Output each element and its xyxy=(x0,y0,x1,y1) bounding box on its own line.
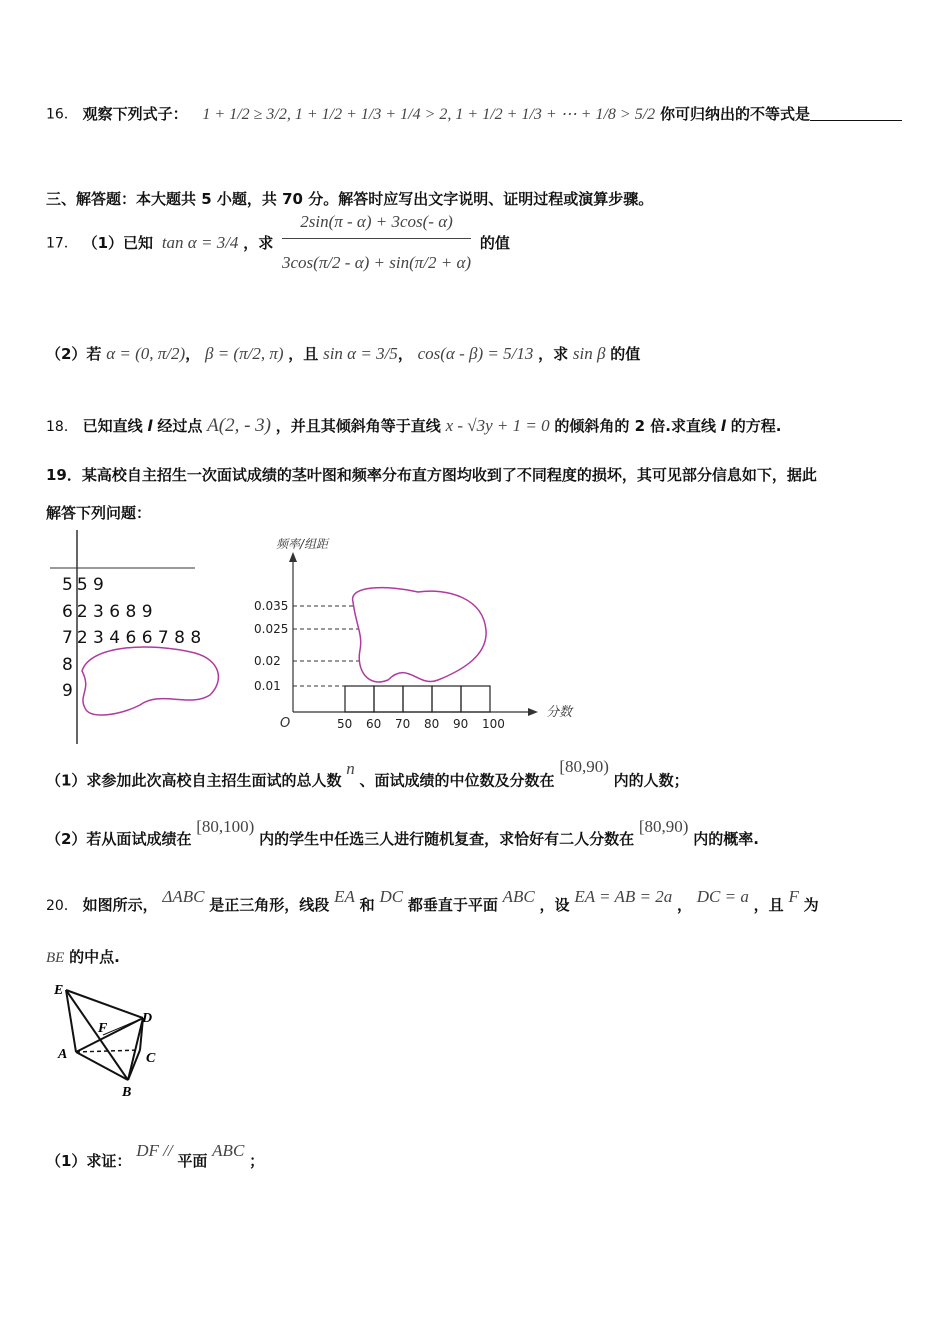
hist-bar xyxy=(432,686,461,712)
q17-p1-fraction xyxy=(282,212,471,273)
hist-ylabel: 频率/组距 xyxy=(276,537,329,551)
q17-p1-denominator: 3cos(π/2 - α) + sin(π/2 + α) xyxy=(282,253,472,272)
q18-line: x - √3y + 1 = 0 xyxy=(445,416,550,435)
q19-p2-text-a: （2）若从面试成绩在 xyxy=(46,830,192,848)
damage-blob xyxy=(353,588,487,682)
q20-p1-end: ； xyxy=(249,1152,265,1170)
q18-number: 18． xyxy=(46,419,78,435)
q18-t4: 的倾斜角的 2 倍.求直线 xyxy=(554,417,716,435)
q20-f: F xyxy=(788,887,799,906)
q20-eq1: EA = AB = 2a xyxy=(574,887,673,906)
q16-tail: 你可归纳出的不等式是 xyxy=(659,105,810,123)
section-header: 三、解答题：本大题共 5 小题，共 70 分。解答时应写出文字说明、证明过程或演算步骤。 xyxy=(46,190,654,208)
stem-row: 5 5 9 xyxy=(62,575,104,595)
q19-p2-interval1: [80,100) xyxy=(196,817,255,836)
q20-abc: ABC xyxy=(502,887,535,906)
q17-p2-and: ，且 xyxy=(288,345,319,363)
q20-triangle: ΔABC xyxy=(162,887,205,906)
q19-p1-n: n xyxy=(346,759,355,778)
q20-p1-text-a: （1）求证： xyxy=(46,1152,132,1170)
q20-comma: ， xyxy=(676,896,692,914)
q19-line2: 解答下列问题： xyxy=(46,504,152,522)
q20-dc: DC xyxy=(379,887,404,906)
label-d: D xyxy=(142,1011,153,1026)
hist-bar xyxy=(461,686,490,712)
q18-t3: ，并且其倾斜角等于直线 xyxy=(275,417,441,435)
x-tick-label: 60 xyxy=(366,717,382,731)
q20-part1 xyxy=(46,1141,265,1171)
q19-p1-text-a: （1）求参加此次高校自主招生面试的总人数 xyxy=(46,771,342,790)
label-b: B xyxy=(122,1085,132,1100)
q18-l1: l xyxy=(147,417,153,435)
q17-p2-lead: （2）若 xyxy=(46,345,102,363)
y-axis-arrow-icon xyxy=(289,552,297,562)
x-tick-label: 100 xyxy=(482,717,505,731)
q16-expression: 1 + 1/2 ≥ 3/2, 1 + 1/2 + 1/3 + 1/4 > 2, 1 + 1/2 + 1/3 + ⋯ + 1/8 > 5/2 xyxy=(202,105,656,123)
answer-blank xyxy=(810,106,902,121)
q17-part2: （2）若 α = (0, π/2)， β = (π/2, π) ，且 sin α = 3/5， cos(α - β) = 5/13 ，求 sin β 的值 xyxy=(46,344,641,363)
q17-p1-ask: ，求 xyxy=(243,234,274,252)
q17-p1-lead: （1）已知 xyxy=(82,234,154,252)
label-f: F xyxy=(98,1021,108,1036)
q19-p1-text-c: 内的人数； xyxy=(613,771,689,790)
stem-row: 8 xyxy=(62,654,73,675)
q19-p2-text-c: 内的概率. xyxy=(693,830,759,848)
hist-origin: O xyxy=(280,716,291,731)
q17-p2-sin: sin α = 3/5 xyxy=(323,344,398,363)
q20-line2 xyxy=(46,946,120,967)
q20-t3: 都垂直于平面 xyxy=(407,896,498,914)
q17-p1-given: tan α = 3/4 xyxy=(161,232,239,252)
x-tick-label: 50 xyxy=(337,717,353,731)
q16-lead: 观察下列式子： xyxy=(82,105,188,123)
stem-row: 9 xyxy=(62,681,73,701)
hist-bar xyxy=(374,686,403,712)
q20-t1: 如图所示， xyxy=(82,896,158,914)
q17-p2-tail: 的值 xyxy=(610,345,641,363)
q18 xyxy=(46,415,781,437)
q18-l2: l xyxy=(720,417,726,435)
label-a: A xyxy=(58,1047,68,1062)
frequency-histogram xyxy=(248,530,588,735)
x-tick-label: 90 xyxy=(453,717,469,731)
q17-p2-target: sin β xyxy=(572,344,606,363)
q20-t2: 是正三角形，线段 xyxy=(209,896,330,914)
q19-part2 xyxy=(46,817,759,849)
q17-part1 xyxy=(46,212,510,273)
q20-t5: ，且 xyxy=(753,896,784,914)
x-tick-label: 70 xyxy=(395,717,411,731)
label-e: E xyxy=(54,983,64,998)
q20-be: BE xyxy=(46,950,65,966)
q17-p2-beta: β = (π/2, π) xyxy=(204,344,284,363)
q18-t2: 经过点 xyxy=(157,417,203,435)
q16 xyxy=(46,103,902,124)
x-tick-label: 80 xyxy=(424,717,440,731)
q19-p1-interval: [80,90) xyxy=(559,757,609,776)
q17-p2-cos: cos(α - β) = 5/13 xyxy=(417,344,534,363)
q17-p1-tail: 的值 xyxy=(479,234,510,252)
q19-line1: 19．某高校自主招生一次面试成绩的茎叶图和频率分布直方图均收到了不同程度的损坏，其可见部分信息如下，据此 xyxy=(46,466,817,484)
hist-bar xyxy=(403,686,432,712)
x-axis-arrow-icon xyxy=(528,708,538,716)
q17-p2-alpha: α = (0, π/2) xyxy=(106,344,186,363)
q20-t6: 为 xyxy=(803,896,819,914)
q20-p1-df: DF // xyxy=(136,1141,173,1160)
q16-number: 16． xyxy=(46,106,78,123)
q17-p2-ask: ，求 xyxy=(538,345,569,363)
q20-and: 和 xyxy=(359,896,375,914)
stem-row: 7 2 3 4 6 6 7 8 8 xyxy=(62,628,202,648)
label-c: C xyxy=(146,1051,156,1066)
geometry-figure xyxy=(48,980,168,1102)
y-tick-label: 0.02 xyxy=(254,654,281,668)
q19-part1 xyxy=(46,757,689,791)
q18-point: A(2, - 3) xyxy=(207,415,271,436)
q19-p1-text-b: 、面试成绩的中位数及分数在 xyxy=(359,771,555,790)
y-tick-label: 0.025 xyxy=(254,622,289,636)
hist-x-ticks xyxy=(337,717,505,731)
q20-eq2: DC = a xyxy=(696,887,749,906)
stem-row: 6 2 3 6 8 9 xyxy=(62,601,153,622)
q20-p1-abc: ABC xyxy=(212,1141,245,1160)
q20 xyxy=(46,887,819,915)
y-tick-label: 0.01 xyxy=(254,679,281,693)
y-tick-label: 0.035 xyxy=(254,599,289,613)
q19-p2-interval2: [80,90) xyxy=(638,817,689,836)
q20-t7: 的中点. xyxy=(69,948,120,966)
stem-rows xyxy=(62,572,201,705)
q18-t1: 已知直线 xyxy=(82,417,143,435)
q20-ea: EA xyxy=(334,887,355,906)
q19-p2-text-b: 内的学生中任选三人进行随机复查，求恰好有二人分数在 xyxy=(259,830,635,848)
hist-y-ticks xyxy=(254,599,288,693)
hist-xlabel: 分数 xyxy=(546,705,573,720)
q20-p1-plane: 平面 xyxy=(177,1152,208,1170)
hist-bars xyxy=(345,686,490,712)
q18-t5: 的方程. xyxy=(730,417,782,435)
q17-number: 17． xyxy=(46,235,78,252)
q20-number: 20． xyxy=(46,898,78,914)
q17-p1-numerator: 2sin(π - α) + 3cos(- α) xyxy=(282,212,471,239)
q20-t4: ，设 xyxy=(539,896,570,914)
hist-bar xyxy=(345,686,374,712)
stem-leaf-plot xyxy=(50,530,220,744)
